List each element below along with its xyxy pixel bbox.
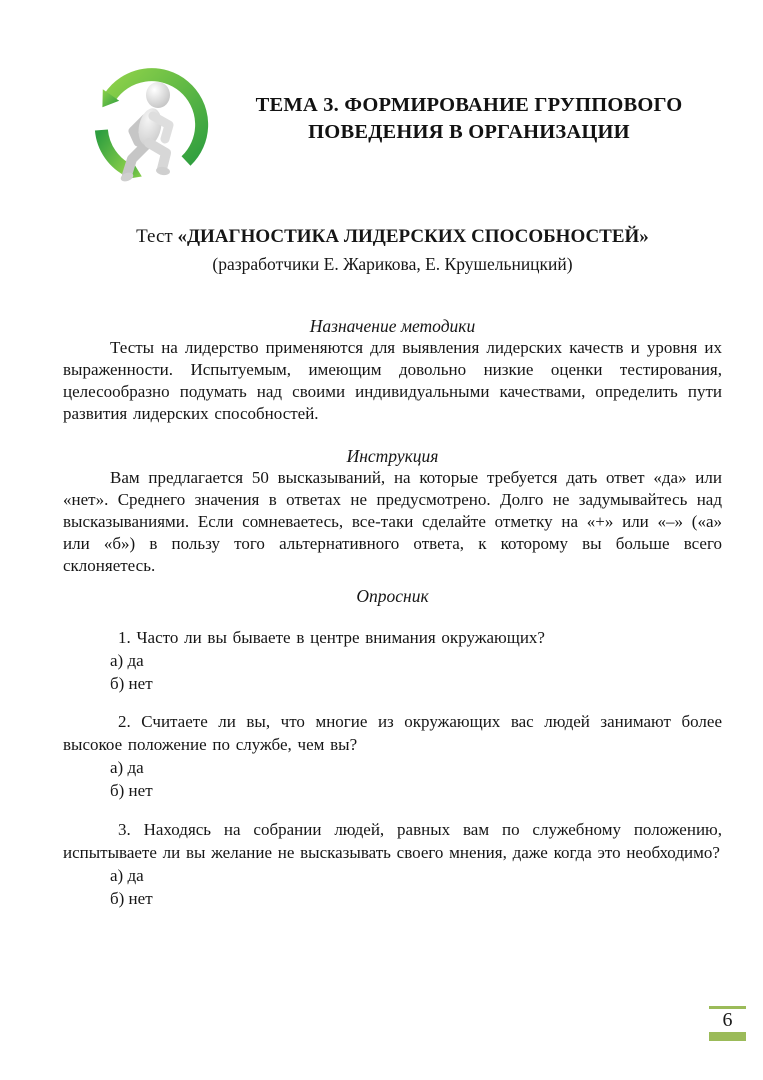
question-2 xyxy=(63,710,722,802)
test-authors: (разработчики Е. Жарикова, Е. Крушельницкий) xyxy=(212,254,573,274)
test-title xyxy=(63,226,722,248)
question-1 xyxy=(63,626,722,695)
test-title-prefix: Тест xyxy=(136,226,178,247)
question-3 xyxy=(63,818,722,910)
section-heading-purpose: Назначение методики xyxy=(309,316,476,336)
test-title-name: «ДИАГНОСТИКА ЛИДЕРСКИХ СПОСОБНОСТЕЙ» xyxy=(177,226,649,247)
question-2-text: 2. Считаете ли вы, что многие из окружающих вас людей занимают более высокое положение по службе, чем вы? xyxy=(63,712,722,754)
question-3-text: 3. Находясь на собрании людей, равных вам по служебному положению, испытываете ли вы желание не высказывать своего мнения, даже когда это необходимо? xyxy=(63,820,722,862)
page-number: 6 xyxy=(722,1009,733,1031)
instruction-paragraph: Вам предлагается 50 высказываний, на которые требуется дать ответ «да» или «нет». Среднего значения в ответах не предусмотрено. Долго не задумывайтесь над высказываниями. Если сомневаетесь, все-таки сделайте отметку на «+» или «–» («а» или «б») в пользу того альтернативного ответа, к которому вы больше всего склоняетесь. xyxy=(63,468,722,575)
question-2-option-b: б) нет xyxy=(110,781,153,800)
purpose-paragraph: Тесты на лидерство применяются для выявления лидерских качеств и уровня их выраженности. Испытуемым, имеющим довольно низкие оценки тестирования, целесообразно подумать над своими индивидуальными качествами, определить пути развития лидерских способностей. xyxy=(63,338,722,423)
page-content xyxy=(63,0,722,1080)
section-heading-instruction: Инструкция xyxy=(346,446,439,466)
page-number-footer xyxy=(709,1006,746,1041)
question-1-option-b: б) нет xyxy=(110,674,153,693)
section-heading-questionnaire: Опросник xyxy=(356,586,429,606)
question-1-text: 1. Часто ли вы бываете в центре внимания окружающих? xyxy=(118,628,545,647)
chapter-title-line1: ТЕМА 3. ФОРМИРОВАНИЕ ГРУППОВОГО xyxy=(255,94,683,116)
footer-thick-rule xyxy=(709,1032,746,1041)
question-3-option-b: б) нет xyxy=(110,889,153,908)
question-2-option-a: а) да xyxy=(110,758,144,777)
question-3-option-a: а) да xyxy=(110,866,144,885)
chapter-title-line2: ПОВЕДЕНИЯ В ОРГАНИЗАЦИИ xyxy=(308,121,630,143)
question-1-option-a: а) да xyxy=(110,651,144,670)
